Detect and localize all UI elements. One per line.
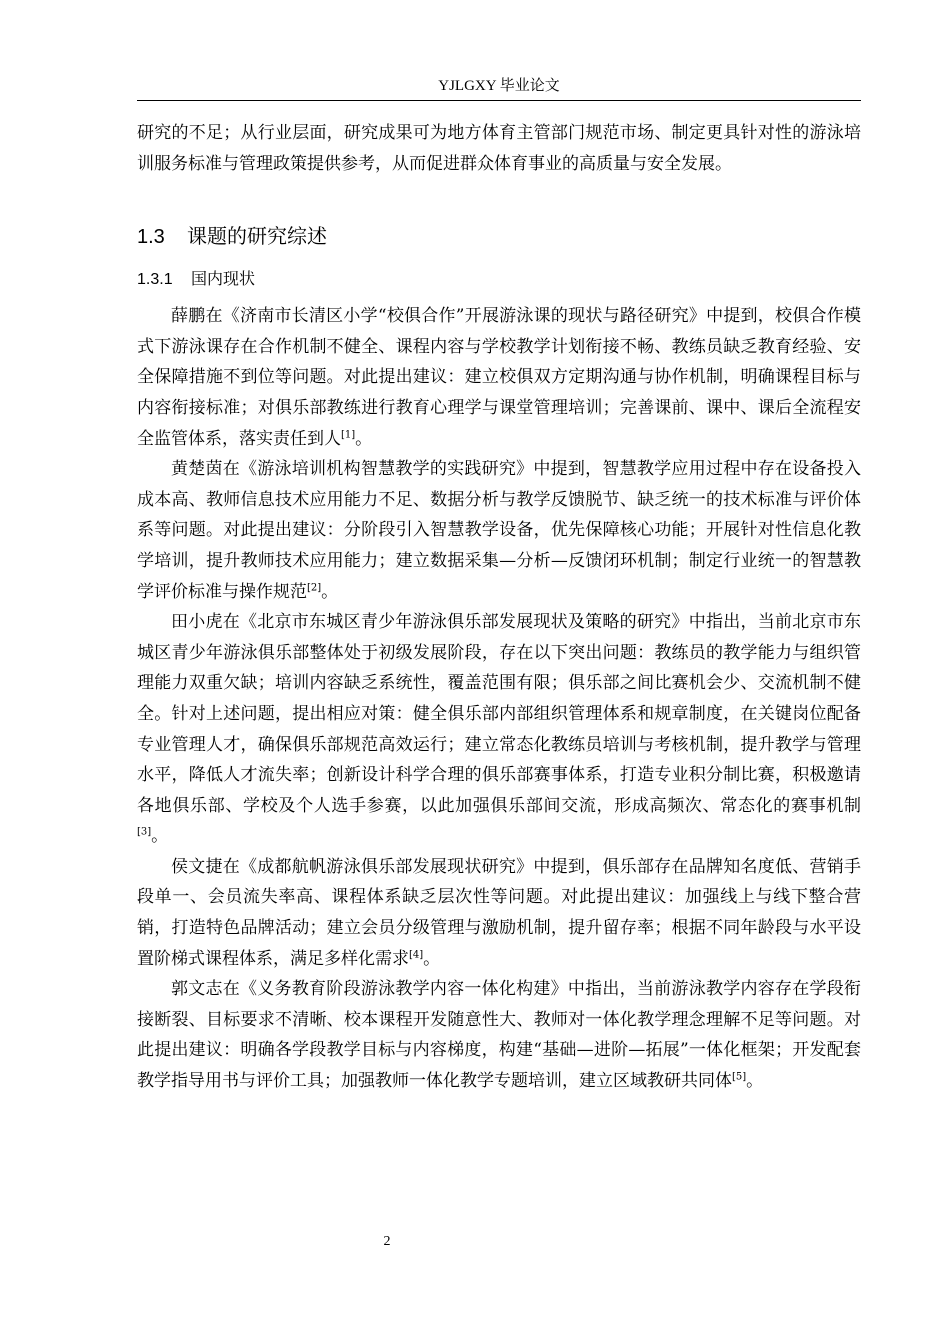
paragraph-4 — [137, 852, 861, 974]
paragraph-text: 郭文志在《义务教育阶段游泳教学内容一体化构建》中指出，当前游泳教学内容存在学段衔接断裂、目标要求不清晰、校本课程开发随意性大、教师对一体化教学理念理解不足等问题。对此提出建议：明确各学段教学目标与内容梯度，构建“基础—进阶—拓展”一体化框架；开发配套教学指导用书与评价工具；加强教师一体化教学专题培训，建立区域教研共同体 — [137, 979, 861, 1092]
citation-ref: [5] — [732, 1071, 747, 1083]
paragraph-text: 田小虎在《北京市东城区青少年游泳俱乐部发展现状及策略的研究》中指出，当前北京市东城区青少年游泳俱乐部整体处于初级发展阶段，存在以下突出问题：教练员的教学能力与组织管理能力双重欠缺；培训内容缺乏系统性，覆盖范围有限；俱乐部之间比赛机会少、交流机制不健全。针对上述问题，提出相应对策：健全俱乐部内部组织管理体系和规章制度，在关键岗位配备专业管理人才，确保俱乐部规范高效运行；建立常态化教练员培训与考核机制，提升教学与管理水平，降低人才流失率；创新设计科学合理的俱乐部赛事体系，打造专业积分制比赛，积极邀请各地俱乐部、学校及个人选手参赛，以此加强俱乐部间交流，形成高频次、常态化的赛事机制 — [137, 612, 861, 816]
page-number: 2 — [383, 1234, 391, 1249]
citation-ref: [3] — [137, 826, 152, 838]
section-number: 1.3 — [137, 226, 165, 249]
paragraph-2 — [137, 454, 861, 607]
subsection-title: 国内现状 — [191, 269, 256, 289]
subsection-number: 1.3.1 — [137, 271, 173, 289]
section-title: 课题的研究综述 — [187, 224, 327, 249]
subsection-heading — [137, 264, 861, 295]
paragraph-end: 。 — [746, 1071, 764, 1092]
paragraph-text: 薛鹏在《济南市长清区小学“校俱合作”开展游泳课的现状与路径研究》中提到，校俱合作模式下游泳课存在合作机制不健全、课程内容与学校教学计划衔接不畅、教练员缺乏教育经验、安全保障措施不到位等问题。对此提出建议：建立校俱双方定期沟通与协作机制，明确课程目标与内容衔接标准；对俱乐部教练进行教育心理学与课堂管理培训；完善课前、课中、课后全流程安全监管体系，落实责任到人 — [137, 306, 861, 449]
citation-ref: [1] — [341, 428, 356, 440]
citation-ref: [2] — [307, 581, 322, 593]
paragraph-text: 侯文捷在《成都航帆游泳俱乐部发展现状研究》中提到，俱乐部存在品牌知名度低、营销手段单一、会员流失率高、课程体系缺乏层次性等问题。对此提出建议：加强线上与线下整合营销，打造特色品牌活动；建立会员分级管理与激励机制，提升留存率；根据不同年龄段与水平设置阶梯式课程体系，满足多样化需求 — [137, 856, 861, 969]
paragraph-end: 。 — [321, 581, 339, 602]
intro-paragraph: 研究的不足；从行业层面，研究成果可为地方体育主管部门规范市场、制定更具针对性的游泳培训服务标准与管理政策提供参考，从而促进群众体育事业的高质量与安全发展。 — [137, 123, 861, 174]
running-header: YJLGXY 毕业论文 — [438, 78, 560, 94]
document-body — [137, 118, 861, 1097]
paragraph-text: 黄楚茵在《游泳培训机构智慧教学的实践研究》中提到，智慧教学应用过程中存在设备投入成本高、教师信息技术应用能力不足、数据分析与教学反馈脱节、缺乏统一的技术标准与评价体系等问题。对此提出建议：分阶段引入智慧教学设备，优先保障核心功能；开展针对性信息化教学培训，提升教师技术应用能力；建立数据采集—分析—反馈闭环机制；制定行业统一的智慧教学评价标准与操作规范 — [137, 459, 861, 602]
paragraph-end: 。 — [151, 826, 169, 847]
paragraph-1 — [137, 301, 861, 454]
paragraph-5 — [137, 974, 861, 1096]
paragraph-3 — [137, 607, 861, 852]
paragraph-end: 。 — [423, 948, 441, 969]
section-heading — [137, 221, 861, 252]
header-rule — [137, 100, 861, 101]
citation-ref: [4] — [409, 949, 424, 960]
paragraph-end: 。 — [355, 428, 373, 449]
